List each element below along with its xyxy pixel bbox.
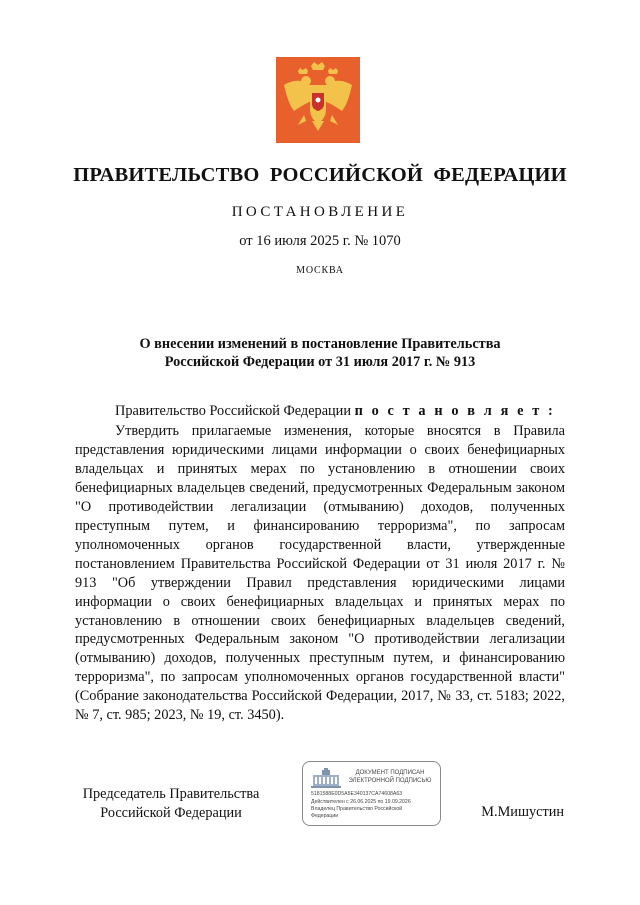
subject-line-1: О внесении изменений в постановление Правительства xyxy=(139,336,501,352)
government-building-icon xyxy=(311,768,341,788)
document-date-number: от 16 июля 2025 г. № 1070 xyxy=(239,233,401,249)
preamble-text: Правительство Российской Федерации xyxy=(115,403,351,419)
signatory-title-line-1: Председатель Правительства xyxy=(82,786,260,802)
body-paragraph: Утвердить прилагаемые изменения, которые вносятся в Правила представления юридическими лицами информации о своих бенефициарных владельцах и принятых мерах по установлению в отношении своих бенефициарных владельцев сведений, предусмотренных Федеральным законом "О противодействии легализации (отмыванию) доходов, полученных преступным путем, и финансированию терроризма", по запросам уполномоченных органов государственной власти, утвержденные постановлением Правительства Российской Федерации от 31 июля 2017 г. № 913 "Об утверждении Правил представления юридическими лицами информации о своих бенефициарных владельцах и принятых мерах по установлению в отношении своих бенефициарных владельцев сведений, предусмотренных Федеральным законом "О противодействии легализации (отмыванию) доходов, полученных преступным путем, и финансированию терроризма", по запросам уполномоченных органов государственной власти" (Собрание законодательства Российской Федерации, 2017, № 33, ст. 5183; 2022, № 7, ст. 985; 2023, № 19, ст. 3450). xyxy=(75,423,565,724)
signatory-name: М.Мишустин xyxy=(481,804,564,820)
stamp-owner-line-2: Федерации xyxy=(311,813,339,819)
preamble xyxy=(115,403,555,420)
decree-word: п о с т а н о в л я е т : xyxy=(354,403,556,419)
document-city: МОСКВА xyxy=(296,265,344,276)
electronic-signature-stamp xyxy=(302,761,441,826)
stamp-owner-line-1: Владелец Правительство Российской xyxy=(311,806,403,812)
stamp-heading-line-2: ЭЛЕКТРОННОЙ ПОДПИСЬЮ xyxy=(348,777,432,784)
document-subject xyxy=(60,335,580,371)
subject-line-2: Российской Федерации от 31 июля 2017 г. № 913 xyxy=(164,354,476,370)
signatory-title-line-2: Российской Федерации xyxy=(100,805,242,821)
stamp-validity: Действителен с 26.06.2025 по 19.09.2026 xyxy=(311,799,411,805)
stamp-heading-line-1: ДОКУМЕНТ ПОДПИСАН xyxy=(355,770,425,776)
stamp-heading xyxy=(343,770,437,785)
government-title: ПРАВИТЕЛЬСТВО РОССИЙСКОЙ ФЕДЕРАЦИИ xyxy=(73,164,567,186)
stamp-certificate: 5181588E0D5A5E340137CA74608A63 xyxy=(311,791,403,797)
signatory-title xyxy=(75,785,267,823)
russian-coat-of-arms-icon xyxy=(276,57,360,143)
document-type: ПОСТАНОВЛЕНИЕ xyxy=(231,204,409,220)
